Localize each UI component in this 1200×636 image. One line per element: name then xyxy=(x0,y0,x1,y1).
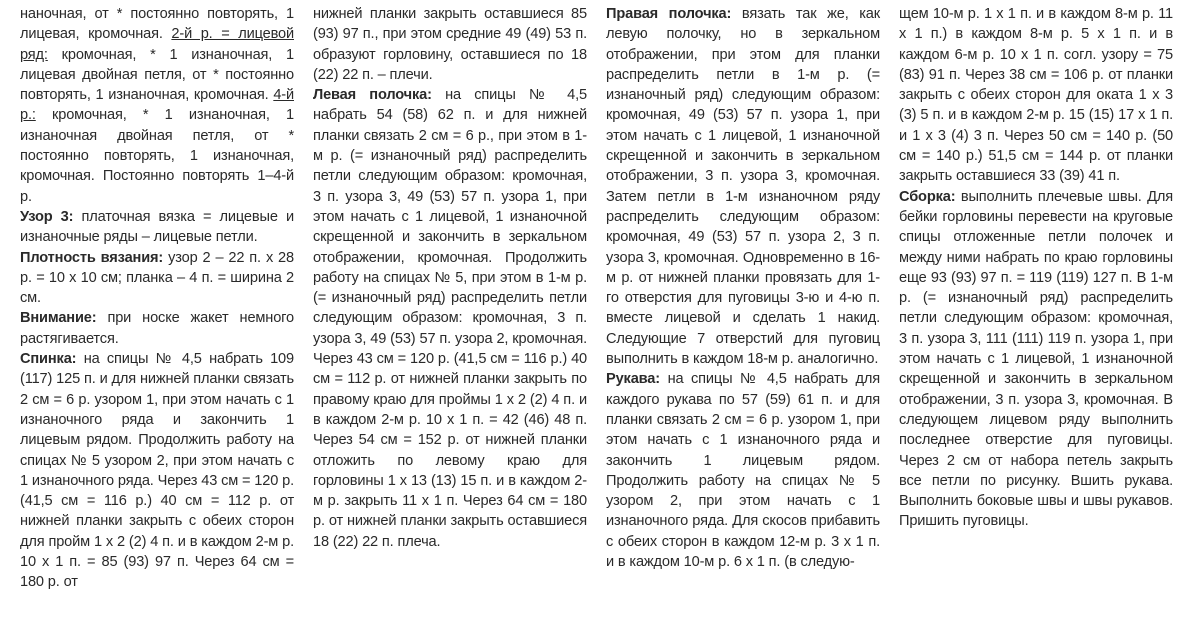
paragraph xyxy=(313,4,587,85)
paragraph xyxy=(20,308,294,349)
text-run: на спицы № 4,5 набрать для каждого рукава по 57 (59) 61 п. и для планки связать 2 см = 6 р. узором 1, при этом начать с 1 изнаночного ряда и закончить 1 лицевым рядом. Продолжить работу на спицах № 5 узором 2, при этом начать с 1 изнаночного ряда. Для скосов прибавить с обеих сторон в каждом 12-м р. 3 х 1 п. и в каждом 10-м р. 6 х 1 п. (в следую- xyxy=(606,371,880,571)
paragraph xyxy=(606,369,880,572)
text-run: нижней планки закрыть оставшиеся 85 (93) 97 п., при этом средние 49 (49) 53 п. образуют горловину, оставшиеся по 18 (22) 22 п. – плечи. xyxy=(313,6,587,83)
text-run: кромочная, * 1 изнаночная, 1 лицевая двойная петля, от * постоянно повторять, 1 изнаночная, кромочная. xyxy=(20,46,294,104)
row-label: 4-й р.: xyxy=(20,87,294,124)
section-heading: Левая полочка: xyxy=(313,87,432,104)
paragraph xyxy=(899,4,1173,187)
text-run: выполнить плечевые швы. Для бейки горловины перевести на круговые спицы отложенные петли полочек и между ними набрать по краю горловины еще 93 (93) 97 п. = 119 (119) 127 п. В 1-м р. (= изнаночный ряд) распределить петли следующим образом: кромочная, 3 п. узора 3, 111 (111) 119 п. узора 1, при этом начать с 1 лицевой, 1 изнаночной скрещенной и закончить в зеркальном отображении, 3 п. узора 3, кромочная. В следующем лицевом ряду выполнить последнее отверстие для пуговицы. Через 2 см от набора петель закрыть все петли по рисунку. Вшить рукава. Выполнить боковые швы и швы рукавов. Пришить пуговицы. xyxy=(899,188,1173,530)
row-label: 2-й р. = лицевой ряд: xyxy=(20,26,294,63)
text-run: вязать так же, как левую полочку, но в зеркальном отображении, при этом для планки распределить петли в 1-м р. (= изнаночный ряд) следующим образом: кромочная, 49 (53) 57 п. узора 1, при этом начать с 1 лицевой, 1 изнаночной скрещенной и закончить в зеркальном отображении, 3 п. узора 3, кромочная. Затем петли в 1-м изнаночном ряду распределить следующим образом: кромочная, 49 (53) 57 п. узора 2, 3 п. узора 3, кромочная. Одновременно в 16-м р. от нижней планки провязать для 1-го отверстия для пуговицы 3-ю и 4-ю п. вместе лицевой и сделать 1 накид. Следующие 7 отверстий для пуговиц выполнить в каждом 18-м р. аналогично. xyxy=(606,6,881,368)
section-heading: Плотность вязания: xyxy=(20,249,164,266)
section-heading: Спинка: xyxy=(20,351,77,368)
section-heading: Узор 3: xyxy=(20,208,74,225)
text-column-1 xyxy=(20,4,294,593)
text-run: кромочная, * 1 изнаночная, 1 изнаночная двойная петля, от * постоянно повторять, 1 изнаночная, кромочная. Постоянно повторять 1–4-й р. xyxy=(20,107,294,205)
section-heading: Внимание: xyxy=(20,310,97,327)
text-column-4 xyxy=(899,4,1173,532)
paragraph xyxy=(313,85,587,552)
paragraph xyxy=(899,187,1173,532)
text-run: на спицы № 4,5 набрать 54 (58) 62 п. и для нижней планки связать 2 см = 6 р., при этом в 1-м р. (= изнаночный ряд) распределить петли следующим образом: кромочная, 3 п. узора 3, 49 (53) 57 п. узора 1, при этом начать с 1 лицевой, 1 изнаночной скрещенной и закончить в зеркальном отображении, кромочная. Продолжить работу на спицах № 5, при этом в 1-м р. (= изнаночный ряд) распределить петли следующим образом: кромочная, 3 п. узора 3, 49 (53) 57 п. узора 2, кромочная. Через 43 см = 120 р. (41,5 см = 116 р.) 40 см = 112 р. от нижней планки закрыть по правому краю для проймы 1 х 2 (2) 4 п. и в каждом 2-м р. 10 х 1 п. = 42 (46) 48 п. Через 54 см = 152 р. от нижней планки отложить по левому краю для горловины 1 х 13 (13) 15 п. и в каждом 2-м р. закрыть 11 х 1 п. Через 64 см = 180 р. от нижней планки закрыть оставшиеся 18 (22) 22 п. плеча. xyxy=(313,87,587,550)
paragraph xyxy=(20,349,294,593)
paragraph xyxy=(20,248,294,309)
text-run: узор 2 – 22 п. х 28 р. = 10 х 10 см; планка – 4 п. = ширина 2 см. xyxy=(20,249,294,307)
text-run: при носке жакет немного растягивается. xyxy=(20,310,294,347)
section-heading: Сборка: xyxy=(899,188,956,205)
paragraph xyxy=(20,207,294,248)
text-column-3 xyxy=(606,4,880,572)
text-run: щем 10-м р. 1 х 1 п. и в каждом 8-м р. 11 х 1 п.) в каждом 8-м р. 5 х 1 п. и в каждом 6-м р. 10 х 1 п. согл. узору = 75 (83) 91 п. Через 38 см = 106 р. от планки закрыть с обеих сторон для оката 1 х 3 (3) 5 п. и в каждом 2-м р. 15 (15) 17 х 1 п. и 1 х 3 (4) 3 п. Через 50 см = 140 р. (50 см = 140 р.) 51,5 см = 144 р. от планки закрыть оставшиеся 33 (39) 41 п. xyxy=(899,6,1173,185)
paragraph xyxy=(606,4,880,369)
text-run: платочная вязка = лицевые и изнаночные ряды – лицевые петли. xyxy=(20,208,294,246)
text-run: на спицы № 4,5 набрать 109 (117) 125 п. и для нижней планки связать 2 см = 6 р. узором 1, при этом начать с 1 изнаночного ряда и закончить 1 лицевым рядом. Продолжить работу на спицах № 5 узором 2, при этом начать с 1 изнаночного ряда. Через 43 см = 120 р. (41,5 см = 116 р.) 40 см = 112 р. от нижней планки закрыть с обеих сторон для пройм 1 х 2 (2) 4 п. и в каждом 2-м р. 10 х 1 п. = 85 (93) 97 п. Через 64 см = 180 р. от xyxy=(20,351,294,591)
paragraph xyxy=(20,4,294,207)
section-heading: Рукава: xyxy=(606,371,660,388)
text-column-2 xyxy=(313,4,587,552)
text-run: наночная, от * постоянно повторять, 1 лицевая, кромочная. xyxy=(20,6,294,43)
section-heading: Правая полочка: xyxy=(606,6,732,22)
